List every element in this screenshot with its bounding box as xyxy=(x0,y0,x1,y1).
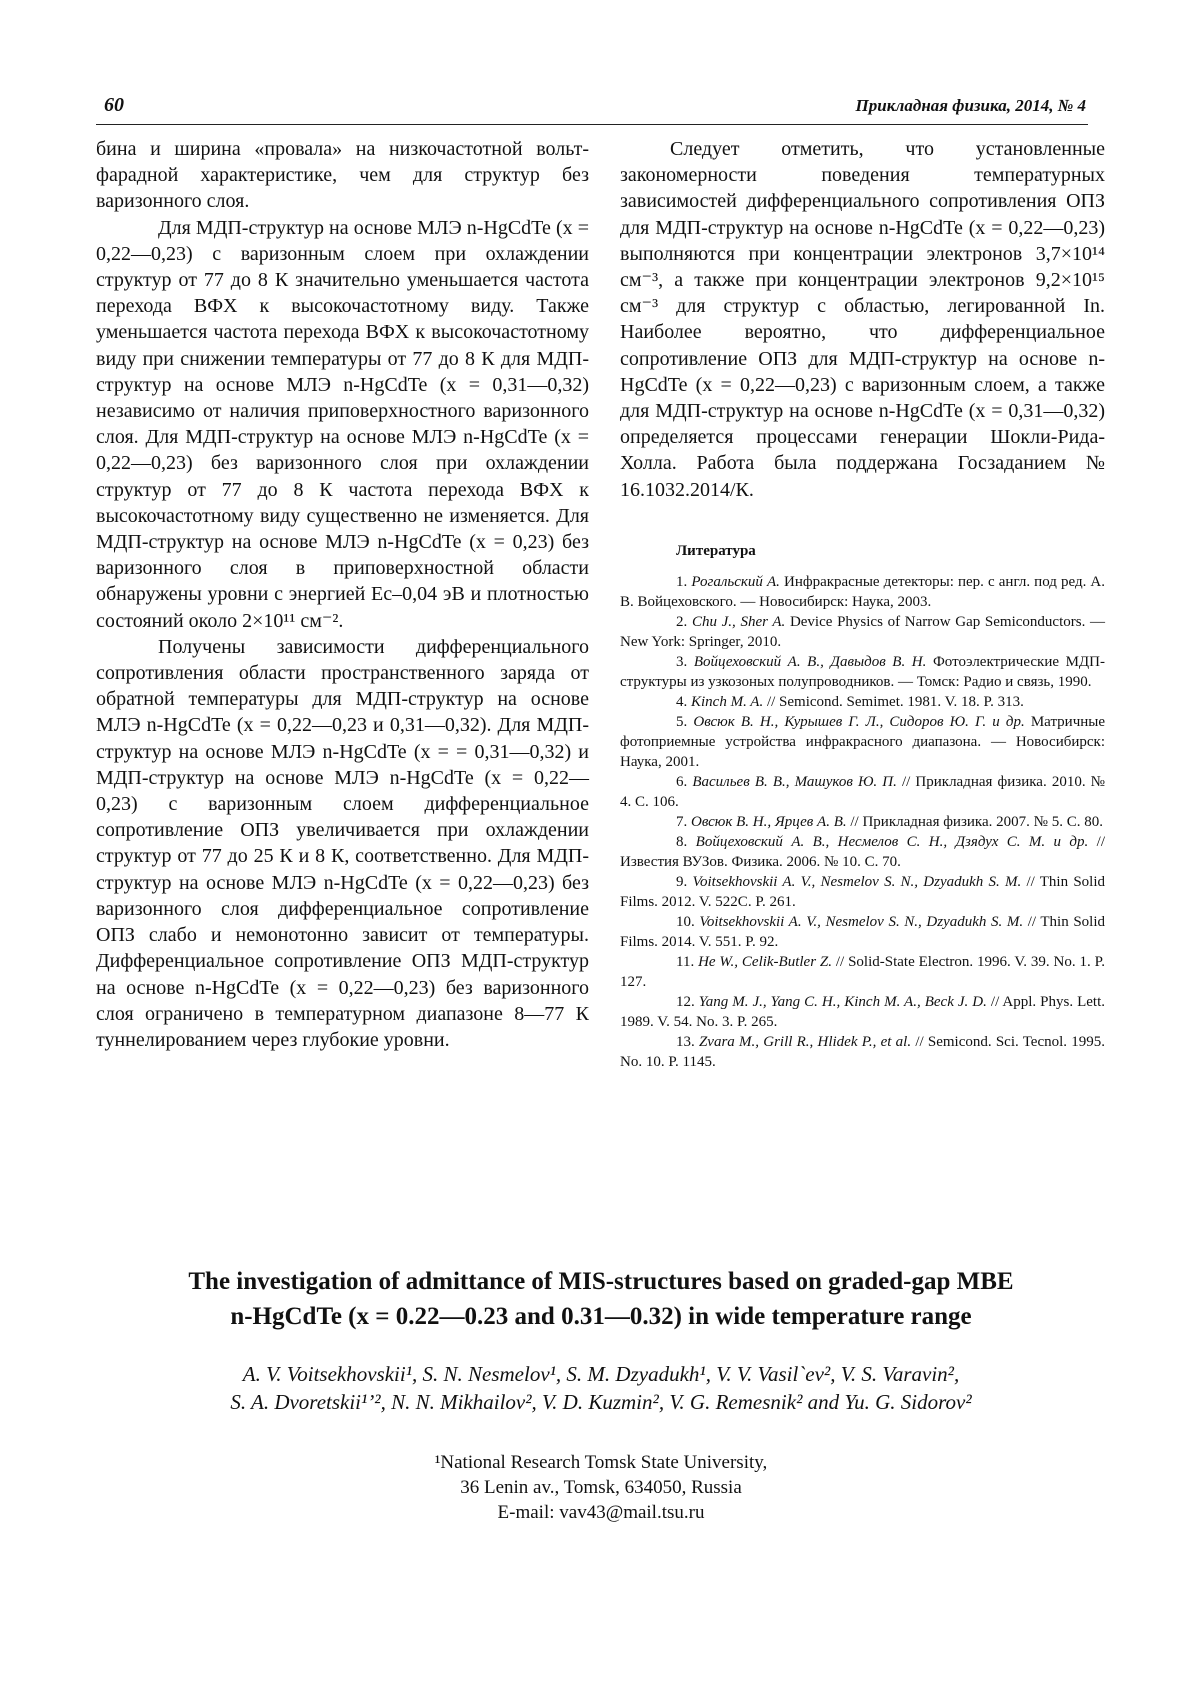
reference-text: Матричные фотоприемные устройства инфракрасного диапазона. — Новосибирск: Наука, 2001. xyxy=(620,713,1106,770)
reference-authors: Kinch M. A. xyxy=(691,693,764,710)
reference-text: // Прикладная физика. 2010. № 4. С. 106. xyxy=(620,773,1105,810)
reference-number: 5. xyxy=(676,713,694,730)
reference-authors: He W., Celik-Butler Z. xyxy=(698,953,833,970)
left-paragraph-1: бина и ширина «провала» на низкочастотной вольт-фарадной характеристике, чем для структур без варизонного слоя. xyxy=(96,138,589,213)
reference-authors: Рогальский А. xyxy=(691,573,780,590)
reference-authors: Войцеховский А. В., Давыдов В. Н. xyxy=(693,653,927,670)
reference-text: Инфракрасные детекторы: пер. с англ. под ред. А. В. Войцеховского. — Новосибирск: Наука, 2003. xyxy=(620,573,1106,610)
reference-item xyxy=(620,812,1105,832)
left-paragraph-3: Получены зависимости дифференциального сопротивления области пространственного заряда от обратной температуры для МДП-структур на основе МЛЭ n-HgCdTe (x = 0,22—0,23 и 0,31—0,32). Для МДП-структур на основе МЛЭ n-HgCdTe (x = = 0,31—0,32) и МДП-структур на основе МЛЭ n-HgCdTe (x = 0,22—0,23) с варизонным слоем дифференциальное сопротивление ОПЗ увеличивается при охлаждении структур от 77 до 25 К и 8 К, соответственно. Для МДП-структур на основе МЛЭ n-HgCdTe (x = 0,22—0,23) без варизонного слоя дифференциальное сопротивление ОПЗ слабо и немонотонно зависит от температуры. Дифференциальное сопротивление ОПЗ МДП-структур на основе n-HgCdTe (x = 0,22—0,23) без варизонного слоя ограничено в температурном диапазоне 8—77 К туннелированием через глубокие уровни. xyxy=(96,635,589,1051)
reference-item xyxy=(620,832,1105,872)
affiliation xyxy=(96,1450,1106,1525)
reference-item xyxy=(620,652,1105,692)
right-column xyxy=(620,136,1105,1072)
reference-number: 3. xyxy=(676,653,694,670)
english-title-line-2: n-HgCdTe (x = 0.22—0.23 and 0.31—0.32) in wide temperature range xyxy=(230,1303,972,1330)
reference-authors: Войцеховский А. В., Несмелов С. Н., Дзядух С. М. и др. xyxy=(695,833,1089,850)
reference-item xyxy=(620,872,1105,912)
journal-title: Прикладная физика, 2014, № 4 xyxy=(855,96,1086,115)
reference-number: 1. xyxy=(676,573,692,590)
authors-line-1: A. V. Voitsekhovskii¹, S. N. Nesmelov¹, S. M. Dzyadukh¹, V. V. Vasil`ev², V. S. Varavin², xyxy=(242,1362,960,1386)
reference-authors: Zvara M., Grill R., Hlidek P., et al. xyxy=(698,1033,912,1050)
references-list xyxy=(620,572,1105,1072)
reference-text: // Thin Solid Films. 2014. V. 551. P. 92. xyxy=(620,913,1105,950)
reference-number: 7. xyxy=(676,813,691,830)
english-title-line-1: The investigation of admittance of MIS-structures based on graded-gap MBE xyxy=(188,1268,1014,1295)
reference-item xyxy=(620,772,1105,812)
reference-authors: Voitsekhovskii A. V., Nesmelov S. N., Dzyadukh S. M. xyxy=(699,913,1024,930)
reference-number: 13. xyxy=(676,1033,699,1050)
reference-item xyxy=(620,992,1105,1032)
reference-number: 12. xyxy=(676,993,699,1010)
page-header xyxy=(96,88,1088,124)
reference-authors: Yang M. J., Yang C. H., Kinch M. A., Beck J. D. xyxy=(698,993,987,1010)
reference-text: // Appl. Phys. Lett. 1989. V. 54. No. 3. P. 265. xyxy=(620,993,1106,1030)
reference-item xyxy=(620,1032,1105,1072)
left-paragraph-2: Для МДП-структур на основе МЛЭ n-HgCdTe (x = 0,22—0,23) с варизонным слоем при охлаждении структур от 77 до 8 К значительно уменьшается частота перехода ВФХ к высокочастотному виду. Также уменьшается частота перехода ВФХ к высокочастотному виду при снижении температуры от 77 до 8 К для МДП-структур на основе МЛЭ n-HgCdTe (x = 0,31—0,32) независимо от наличия приповерхностного варизонного слоя. Для МДП-структур на основе МЛЭ n-HgCdTe (x = 0,22—0,23) без варизонного слоя при охлаждении структур от 77 до 8 К частота перехода ВФХ к высокочастотному виду существенно не изменяется. Для МДП-структур на основе МЛЭ n-HgCdTe (x = 0,23) без варизонного слоя в приповерхностной области обнаружены уровни с энергией Ec–0,04 эВ и плотностью состояний около 2×10¹¹ см⁻². xyxy=(96,216,589,632)
page-number: 60 xyxy=(104,94,124,116)
reference-text: // Известия ВУЗов. Физика. 2006. № 10. С. 70. xyxy=(620,833,1106,870)
reference-number: 2. xyxy=(676,613,692,630)
reference-text: // Solid-State Electron. 1996. V. 39. No. 1. P. 127. xyxy=(620,953,1106,990)
english-authors xyxy=(96,1360,1106,1416)
reference-item xyxy=(620,572,1105,612)
reference-item xyxy=(620,612,1105,652)
reference-text: // Прикладная физика. 2007. № 5. С. 80. xyxy=(846,813,1103,830)
reference-number: 8. xyxy=(676,833,696,850)
reference-item xyxy=(620,912,1105,952)
reference-authors: Voitsekhovskii A. V., Nesmelov S. N., Dzyadukh S. M. xyxy=(692,873,1022,890)
reference-text: Фотоэлектрические МДП-структуры из узкозоных полупроводников. — Томск: Радио и связь, 1990. xyxy=(620,653,1105,690)
reference-text: Device Physics of Narrow Gap Semiconductors. — New York: Springer, 2010. xyxy=(620,613,1106,650)
authors-line-2: S. A. Dvoretskii¹ʼ², N. N. Mikhailov², V. D. Kuzmin², V. G. Remesnik² and Yu. G. Sidorov² xyxy=(230,1390,972,1414)
header-rule xyxy=(96,124,1088,125)
reference-number: 9. xyxy=(676,873,693,890)
references-heading: Литература xyxy=(676,542,756,559)
reference-number: 4. xyxy=(676,693,691,710)
reference-number: 6. xyxy=(676,773,693,790)
reference-number: 10. xyxy=(676,913,700,930)
reference-authors: Овсюк В. Н., Ярцев А. В. xyxy=(691,813,847,830)
reference-text: // Thin Solid Films. 2012. V. 522C. P. 261. xyxy=(620,873,1105,910)
reference-item xyxy=(620,692,1105,712)
affiliation-line-2: 36 Lenin av., Tomsk, 634050, Russia xyxy=(460,1477,742,1498)
english-title xyxy=(96,1264,1106,1334)
reference-item xyxy=(620,952,1105,992)
reference-authors: Васильев В. В., Машуков Ю. П. xyxy=(692,773,897,790)
reference-authors: Chu J., Sher A. xyxy=(691,613,786,630)
reference-text: // Semicond. Sci. Tecnol. 1995. No. 10. P. 1145. xyxy=(620,1033,1106,1070)
right-paragraph-1: Следует отметить, что установленные закономерности поведения температурных зависимостей дифференциального сопротивления ОПЗ для МДП-структур на основе n-HgCdTe (x = 0,22—0,23) выполняются при концентрации электронов 3,7×10¹⁴ см⁻³, а также при концентрации электронов 9,2×10¹⁵ см⁻³ для структур с областью, легированной In. Наиболее вероятно, что дифференциальное сопротивление ОПЗ для МДП-структур на основе n-HgCdTe (x = 0,22—0,23) с варизонным слоем, а также для МДП-структур на основе n-HgCdTe (x = 0,31—0,32) определяется процессами генерации Шокли-Рида-Холла. Работа была поддержана Госзаданием № 16.1032.2014/К. xyxy=(620,138,1105,501)
reference-number: 11. xyxy=(676,953,699,970)
affiliation-line-1: ¹National Research Tomsk State University, xyxy=(434,1452,768,1473)
reference-item xyxy=(620,712,1105,772)
affiliation-email[interactable]: E-mail: vav43@mail.tsu.ru xyxy=(497,1502,705,1523)
left-column xyxy=(96,136,589,1053)
reference-authors: Овсюк В. Н., Курышев Г. Л., Сидоров Ю. Г. и др. xyxy=(693,713,1025,730)
reference-text: // Semicond. Semimet. 1981. V. 18. P. 313. xyxy=(763,693,1024,710)
